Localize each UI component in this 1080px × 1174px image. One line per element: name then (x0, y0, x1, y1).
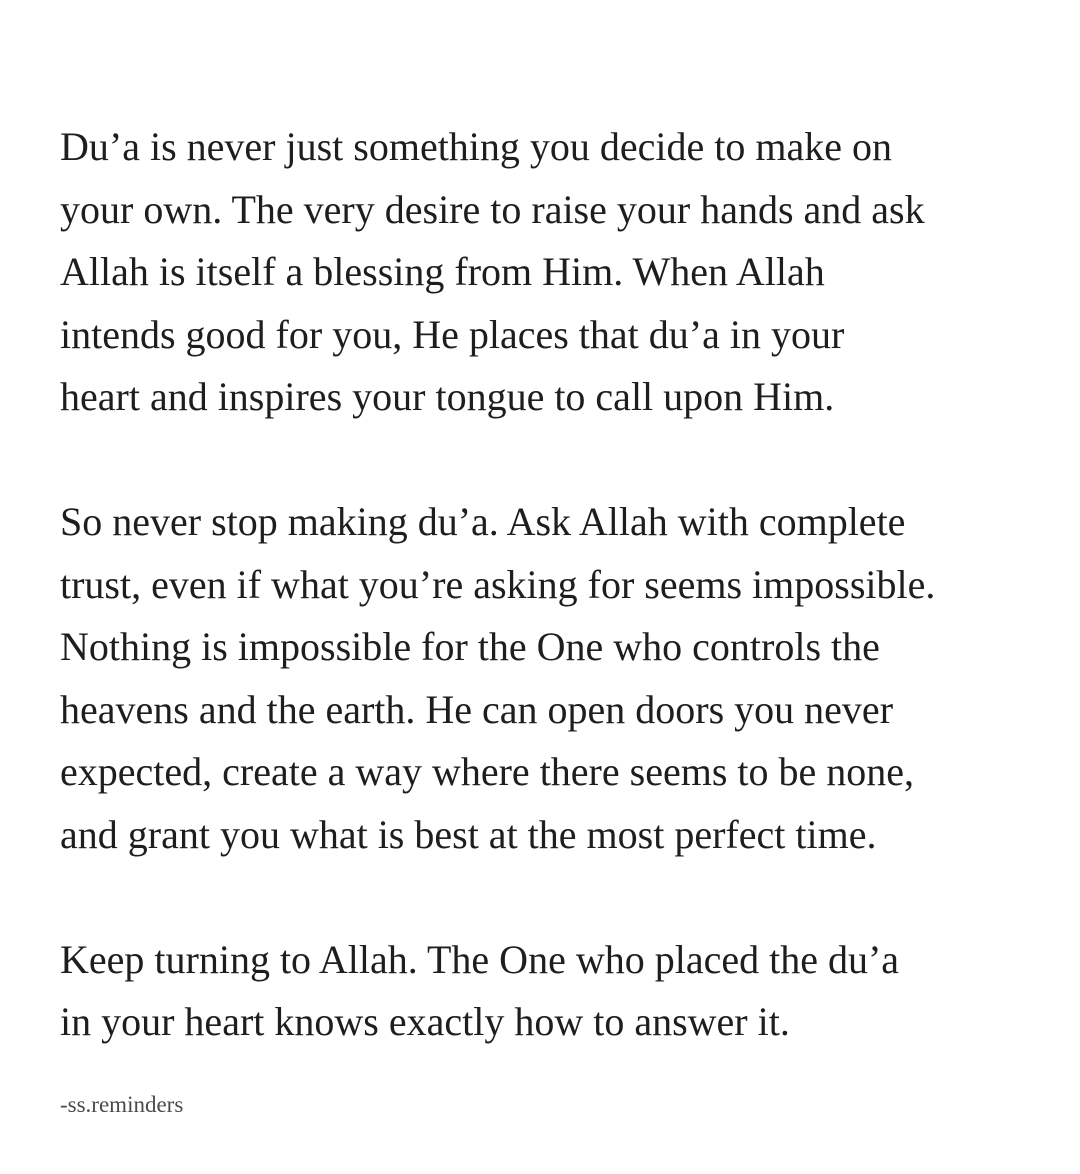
text-line: heavens and the earth. He can open doors you never (60, 686, 894, 732)
author-signature: -ss.reminders (60, 1092, 184, 1117)
text-line: intends good for you, He places that du’a in your (60, 311, 845, 357)
text-line: in your heart knows exactly how to answer it. (60, 999, 790, 1044)
text-line: heart and inspires your tongue to call upon Him. (60, 374, 835, 419)
text-line: Nothing is impossible for the One who controls the (60, 624, 880, 669)
text-line: your own. The very desire to raise your hands and ask (60, 186, 925, 232)
text-line: Du’a is never just something you decide to make on (60, 124, 893, 169)
quote-body (60, 116, 1020, 1054)
paragraph-3 (60, 929, 1020, 1054)
text-line: So never stop making du’a. Ask Allah with complete (60, 499, 906, 544)
text-line: trust, even if what you’re asking for seems impossible. (60, 561, 936, 607)
text-line: expected, create a way where there seems to be none, (60, 749, 915, 794)
paragraph-2 (60, 491, 1020, 866)
text-line: Keep turning to Allah. The One who placed the du’a (60, 936, 900, 982)
text-line: and grant you what is best at the most perfect time. (60, 811, 877, 857)
paragraph-1 (60, 116, 1020, 429)
text-line: Allah is itself a blessing from Him. When Allah (60, 249, 825, 294)
